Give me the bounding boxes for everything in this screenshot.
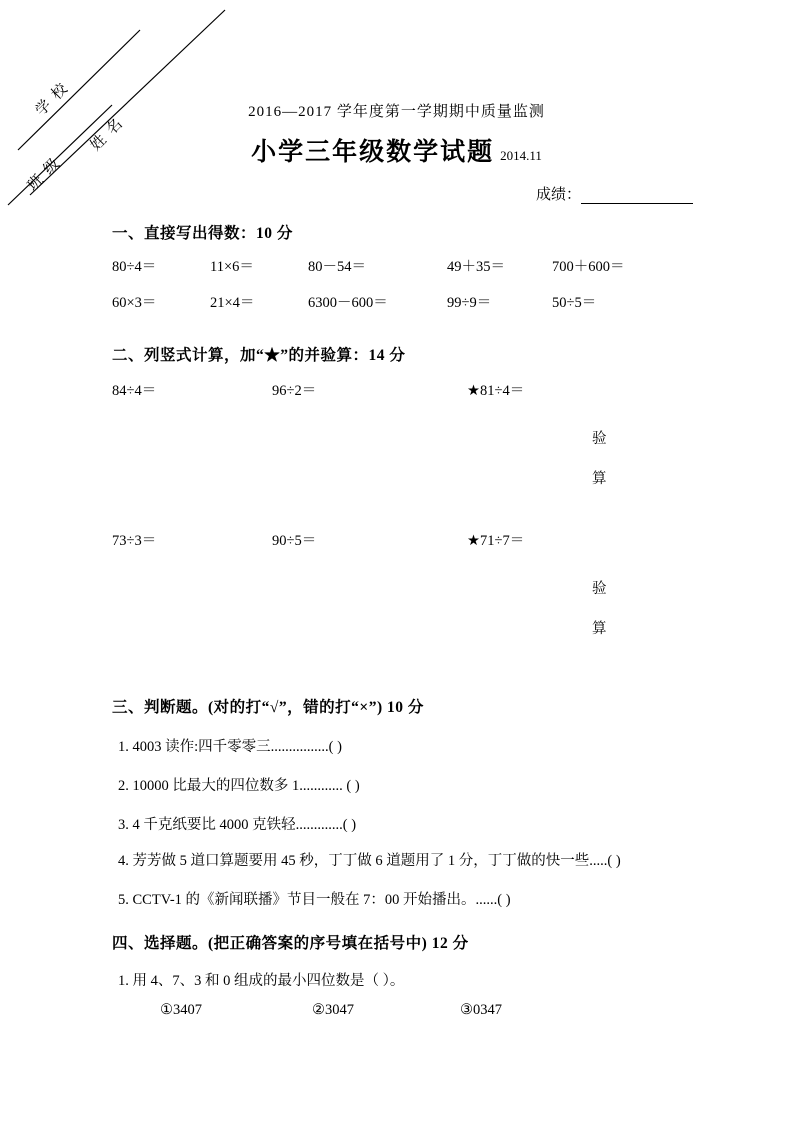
choice-option[interactable]: ③0347 [460, 1001, 502, 1018]
class-label: 班 级 [24, 154, 65, 195]
check-char: 算 [592, 621, 607, 637]
choice-question: 1. 用 4、7、3 和 0 组成的最小四位数是（ ）。 [118, 972, 405, 989]
choice-options [112, 1002, 702, 1036]
school-label: 学 校 [32, 79, 73, 120]
problem-item: 73÷3＝ [112, 533, 157, 549]
section-2-block-2 [112, 529, 702, 679]
problem-item: 49＋35＝ [447, 259, 505, 275]
check-char: 验 [592, 581, 607, 597]
exam-subtitle: 2016—2017 学年度第一学期期中质量监测 [248, 104, 545, 120]
choice-option[interactable]: ②3047 [312, 1001, 354, 1018]
problem-item: 700＋600＝ [552, 259, 625, 275]
problem-item: 80÷4＝ [112, 259, 157, 275]
section-1-row-2 [112, 291, 702, 327]
problem-item: ★71÷7＝ [467, 533, 525, 549]
problem-item: 50÷5＝ [552, 295, 597, 311]
problem-item: 80－54＝ [308, 259, 366, 275]
score-label: 成绩： [535, 187, 581, 203]
true-false-item: 2. 10000 比最大的四位数多 1............ ( ) [118, 778, 360, 794]
problem-item: 90÷5＝ [272, 533, 317, 549]
true-false-item: 1. 4003 读作:四千零零三................( ) [118, 739, 342, 755]
true-false-item: 3. 4 千克纸要比 4000 克铁轻.............( ) [118, 817, 357, 833]
score-field [536, 183, 693, 204]
check-char: 验 [592, 431, 607, 447]
problem-item: 6300－600＝ [308, 295, 388, 311]
score-blank[interactable] [581, 188, 693, 204]
student-name-label: 姓 名 [87, 114, 128, 155]
section-3-heading: 三、判断题。(对的打“√”，错的打“×”) 10 分 [112, 699, 424, 716]
problem-item: 96÷2＝ [272, 383, 317, 399]
problem-item: 60×3＝ [112, 295, 157, 311]
problem-item: 99÷9＝ [447, 295, 492, 311]
problem-item: ★81÷4＝ [467, 383, 525, 399]
exam-date: 2014.11 [500, 148, 542, 163]
section-1-heading: 一、直接写出得数：10 分 [112, 225, 293, 242]
check-char: 算 [592, 471, 607, 487]
section-1-row-1 [112, 255, 702, 291]
section-2-block-1 [112, 379, 702, 529]
true-false-item: 4. 芳芳做 5 道口算题要用 45 秒，丁丁做 6 道题用了 1 分，丁丁做的快一些.....( ) [118, 853, 621, 869]
title-row [0, 132, 793, 168]
section-2-heading: 二、列竖式计算，加“★”的并验算：14 分 [112, 347, 406, 364]
choice-option[interactable]: ①3407 [160, 1001, 202, 1018]
page-title: 小学三年级数学试题 [251, 139, 495, 166]
true-false-item: 5. CCTV-1 的《新闻联播》节目一般在 7：00 开始播出。......( ) [118, 891, 511, 908]
problem-item: 21×4＝ [210, 295, 255, 311]
problem-item: 84÷4＝ [112, 383, 157, 399]
problem-item: 11×6＝ [210, 259, 254, 275]
exam-content [112, 205, 702, 1036]
section-4-heading: 四、选择题。(把正确答案的序号填在括号中) 12 分 [112, 934, 469, 952]
